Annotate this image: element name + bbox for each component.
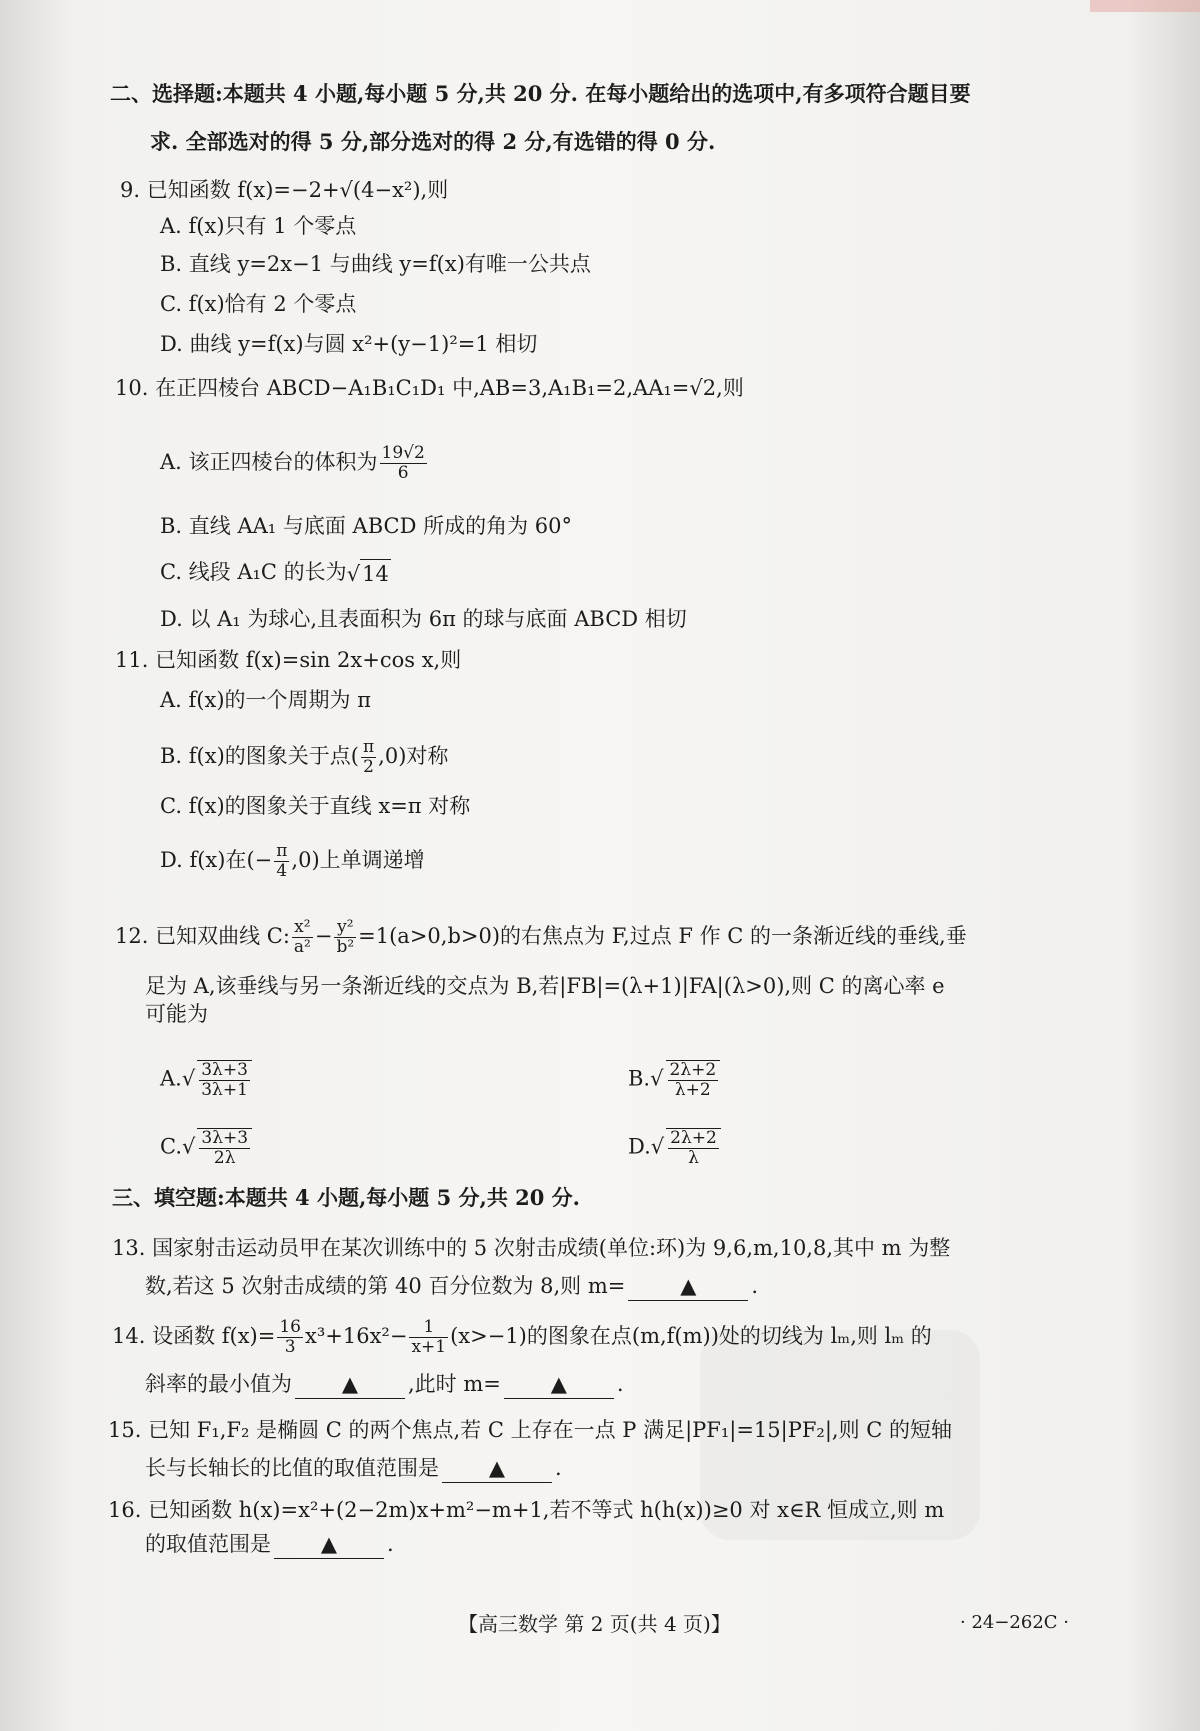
q14-line1: [112, 1318, 932, 1357]
q14-answer-blank-2[interactable]: ▲: [504, 1370, 614, 1399]
q10-option-c: [160, 558, 391, 588]
q10-a-denominator: 6: [397, 463, 409, 483]
q12-c-numerator: 3λ+3: [201, 1128, 249, 1148]
q12-c-label: C.: [160, 1134, 182, 1159]
q12-b-sqrt: √ $\frac{2\lambda+2}{\lambda+2}$: [650, 1060, 722, 1100]
q15-line2: [145, 1454, 562, 1483]
q9-stem: 9. 已知函数 f(x)=−2+√(4−x²),则: [120, 178, 449, 202]
footer-page-info: 【高三数学 第 2 页(共 4 页)】: [458, 1612, 731, 1636]
q12-d-fraction: [666, 1128, 721, 1168]
q16-answer-blank[interactable]: ▲: [274, 1530, 384, 1559]
q14-line2-text: 斜率的最小值为: [145, 1372, 292, 1396]
q12-b-denominator: λ+2: [674, 1080, 711, 1100]
q14-f1-denominator: 3: [284, 1337, 296, 1357]
q12-option-d: [628, 1128, 723, 1168]
q14-fraction-1: [277, 1318, 303, 1357]
q12-line3: 可能为: [145, 1002, 208, 1026]
q14-line2-mid: ,此时 m=: [408, 1372, 501, 1396]
q16-line2: [145, 1530, 394, 1559]
q16-line1: 16. 已知函数 h(x)=x²+(2−2m)x+m²−m+1,若不等式 h(h(x))≥0 对 x∈R 恒成立,则 m: [108, 1498, 945, 1522]
q11-option-a: A. f(x)的一个周期为 π: [160, 688, 371, 712]
q11-b-fraction: [361, 738, 376, 777]
q14-f2-denominator: x+1: [411, 1337, 447, 1357]
q12-option-a: [160, 1060, 254, 1100]
q12-b-fraction: [666, 1060, 721, 1100]
q10-c-radicand: 14: [360, 559, 391, 588]
q12-a-label: A.: [160, 1066, 182, 1091]
q12-c-fraction: [197, 1128, 252, 1168]
q12-minus: −: [314, 924, 333, 948]
q12-a-numerator: 3λ+3: [201, 1060, 248, 1080]
q12-d-denominator: λ: [688, 1148, 699, 1168]
corner-mark: [1090, 0, 1200, 12]
q11-option-b: [160, 738, 448, 777]
q10-option-a: [160, 444, 429, 483]
q11-option-d: [160, 842, 425, 881]
section2-line2: 求. 全部选对的得 5 分,部分选对的得 2 分,有选错的得 0 分.: [150, 129, 716, 154]
q11-b-suffix: ,0)对称: [378, 744, 449, 768]
q11-b-denominator: 2: [363, 757, 374, 777]
q10-a-fraction: [380, 444, 427, 483]
q12-d-numerator: 2λ+2: [670, 1128, 717, 1148]
q11-option-c: C. f(x)的图象关于直线 x=π 对称: [160, 794, 471, 818]
q12-b-label: B.: [628, 1066, 651, 1091]
q9-option-d: D. 曲线 y=f(x)与圆 x²+(y−1)²=1 相切: [160, 332, 538, 356]
q12-line2: 足为 A,该垂线与另一条渐近线的交点为 B,若|FB|=(λ+1)|FA|(λ>0),则 C 的离心率 e: [145, 974, 945, 998]
q11-d-denominator: 4: [276, 861, 288, 881]
q10-a-text: A. 该正四棱台的体积为: [160, 450, 378, 474]
section2-line1: 二、选择题:本题共 4 小题,每小题 5 分,共 20 分. 在每小题给出的选项中,有多项符合题目要: [110, 81, 971, 106]
q14-prefix: 14. 设函数 f(x)=: [112, 1324, 276, 1348]
q10-stem: 10. 在正四棱台 ABCD−A₁B₁C₁D₁ 中,AB=3,A₁B₁=2,AA₁=√2,则: [115, 376, 744, 400]
q9-option-a: A. f(x)只有 1 个零点: [160, 214, 357, 238]
q12-y-numerator: y²: [334, 918, 356, 938]
q12-b-numerator: 2λ+2: [669, 1060, 717, 1080]
q12-d-label: D.: [628, 1134, 651, 1159]
q9-option-c: C. f(x)恰有 2 个零点: [160, 292, 357, 316]
q12-fraction-y: [334, 918, 356, 957]
q15-period: .: [555, 1456, 562, 1480]
q14-period: .: [616, 1372, 624, 1396]
q14-suffix: (x>−1)的图象在点(m,f(m))处的切线为 lₘ,则 lₘ 的: [450, 1324, 932, 1348]
q12-d-sqrt: √ $\frac{2\lambda+2}{\lambda}$: [651, 1128, 723, 1168]
q14-f1-numerator: 16: [279, 1317, 301, 1337]
q11-d-text: D. f(x)在(−: [160, 848, 273, 872]
q11-d-suffix: ,0)上单调递增: [291, 848, 425, 872]
q11-b-numerator: π: [362, 737, 375, 757]
q15-line2-text: 长与长轴长的比值的取值范围是: [145, 1456, 439, 1480]
q12-a-fraction: [197, 1060, 252, 1100]
q10-c-sqrt: √14: [347, 559, 391, 588]
q12-a-sqrt: √ $\frac{3\lambda+3}{3\lambda+1}$: [182, 1060, 254, 1100]
q13-answer-blank[interactable]: ▲: [628, 1272, 748, 1301]
q15-line1: 15. 已知 F₁,F₂ 是椭圆 C 的两个焦点,若 C 上存在一点 P 满足|PF₁|=15|PF₂|,则 C 的短轴: [108, 1418, 953, 1442]
q11-d-numerator: π: [276, 841, 288, 861]
q13-line2-text: 数,若这 5 次射击成绩的第 40 百分位数为 8,则 m=: [145, 1274, 626, 1298]
q10-a-numerator: 19√2: [381, 443, 425, 463]
q12-fraction-x: [292, 918, 313, 957]
q12-y-denominator: b²: [336, 937, 355, 957]
footer-code: · 24−262C ·: [960, 1612, 1070, 1633]
q11-stem: 11. 已知函数 f(x)=sin 2x+cos x,则: [115, 648, 462, 672]
q11-b-text: B. f(x)的图象关于点(: [160, 744, 359, 768]
q12-x-numerator: x²: [292, 918, 313, 938]
q12-a-denominator: 3λ+1: [201, 1080, 248, 1100]
section3-title: 三、填空题:本题共 4 小题,每小题 5 分,共 20 分.: [112, 1185, 580, 1210]
q12-stem: [115, 918, 967, 957]
q12-option-c: [160, 1128, 254, 1168]
q14-line2: [145, 1370, 624, 1399]
q12-stem-prefix: 12. 已知双曲线 C:: [115, 924, 290, 948]
q12-option-b: [628, 1060, 722, 1100]
q10-option-d: D. 以 A₁ 为球心,且表面积为 6π 的球与底面 ABCD 相切: [160, 607, 687, 631]
q16-period: .: [387, 1532, 394, 1556]
q12-stem-suffix: =1(a>0,b>0)的右焦点为 F,过点 F 作 C 的一条渐近线的垂线,垂: [358, 924, 967, 948]
q9-option-b: B. 直线 y=2x−1 与曲线 y=f(x)有唯一公共点: [160, 252, 591, 276]
q12-c-sqrt: √ $\frac{3\lambda+3}{2\lambda}$: [182, 1128, 254, 1168]
q14-f2-numerator: 1: [409, 1318, 448, 1338]
q12-x-denominator: a²: [293, 937, 311, 957]
q13-line2: [145, 1272, 758, 1301]
q16-line2-text: 的取值范围是: [145, 1532, 271, 1556]
q14-answer-blank-1[interactable]: ▲: [295, 1370, 405, 1399]
q11-d-fraction: [274, 842, 289, 881]
q13-line1: 13. 国家射击运动员甲在某次训练中的 5 次射击成绩(单位:环)为 9,6,m,10,8,其中 m 为整: [112, 1236, 951, 1260]
q14-fraction-2: [409, 1318, 448, 1357]
q14-mid: x³+16x²−: [305, 1324, 408, 1348]
q10-option-b: B. 直线 AA₁ 与底面 ABCD 所成的角为 60°: [160, 514, 573, 538]
q12-c-denominator: 2λ: [213, 1148, 236, 1168]
q15-answer-blank[interactable]: ▲: [442, 1454, 552, 1483]
q13-period: .: [751, 1274, 759, 1298]
q10-c-text: C. 线段 A₁C 的长为: [160, 560, 347, 584]
